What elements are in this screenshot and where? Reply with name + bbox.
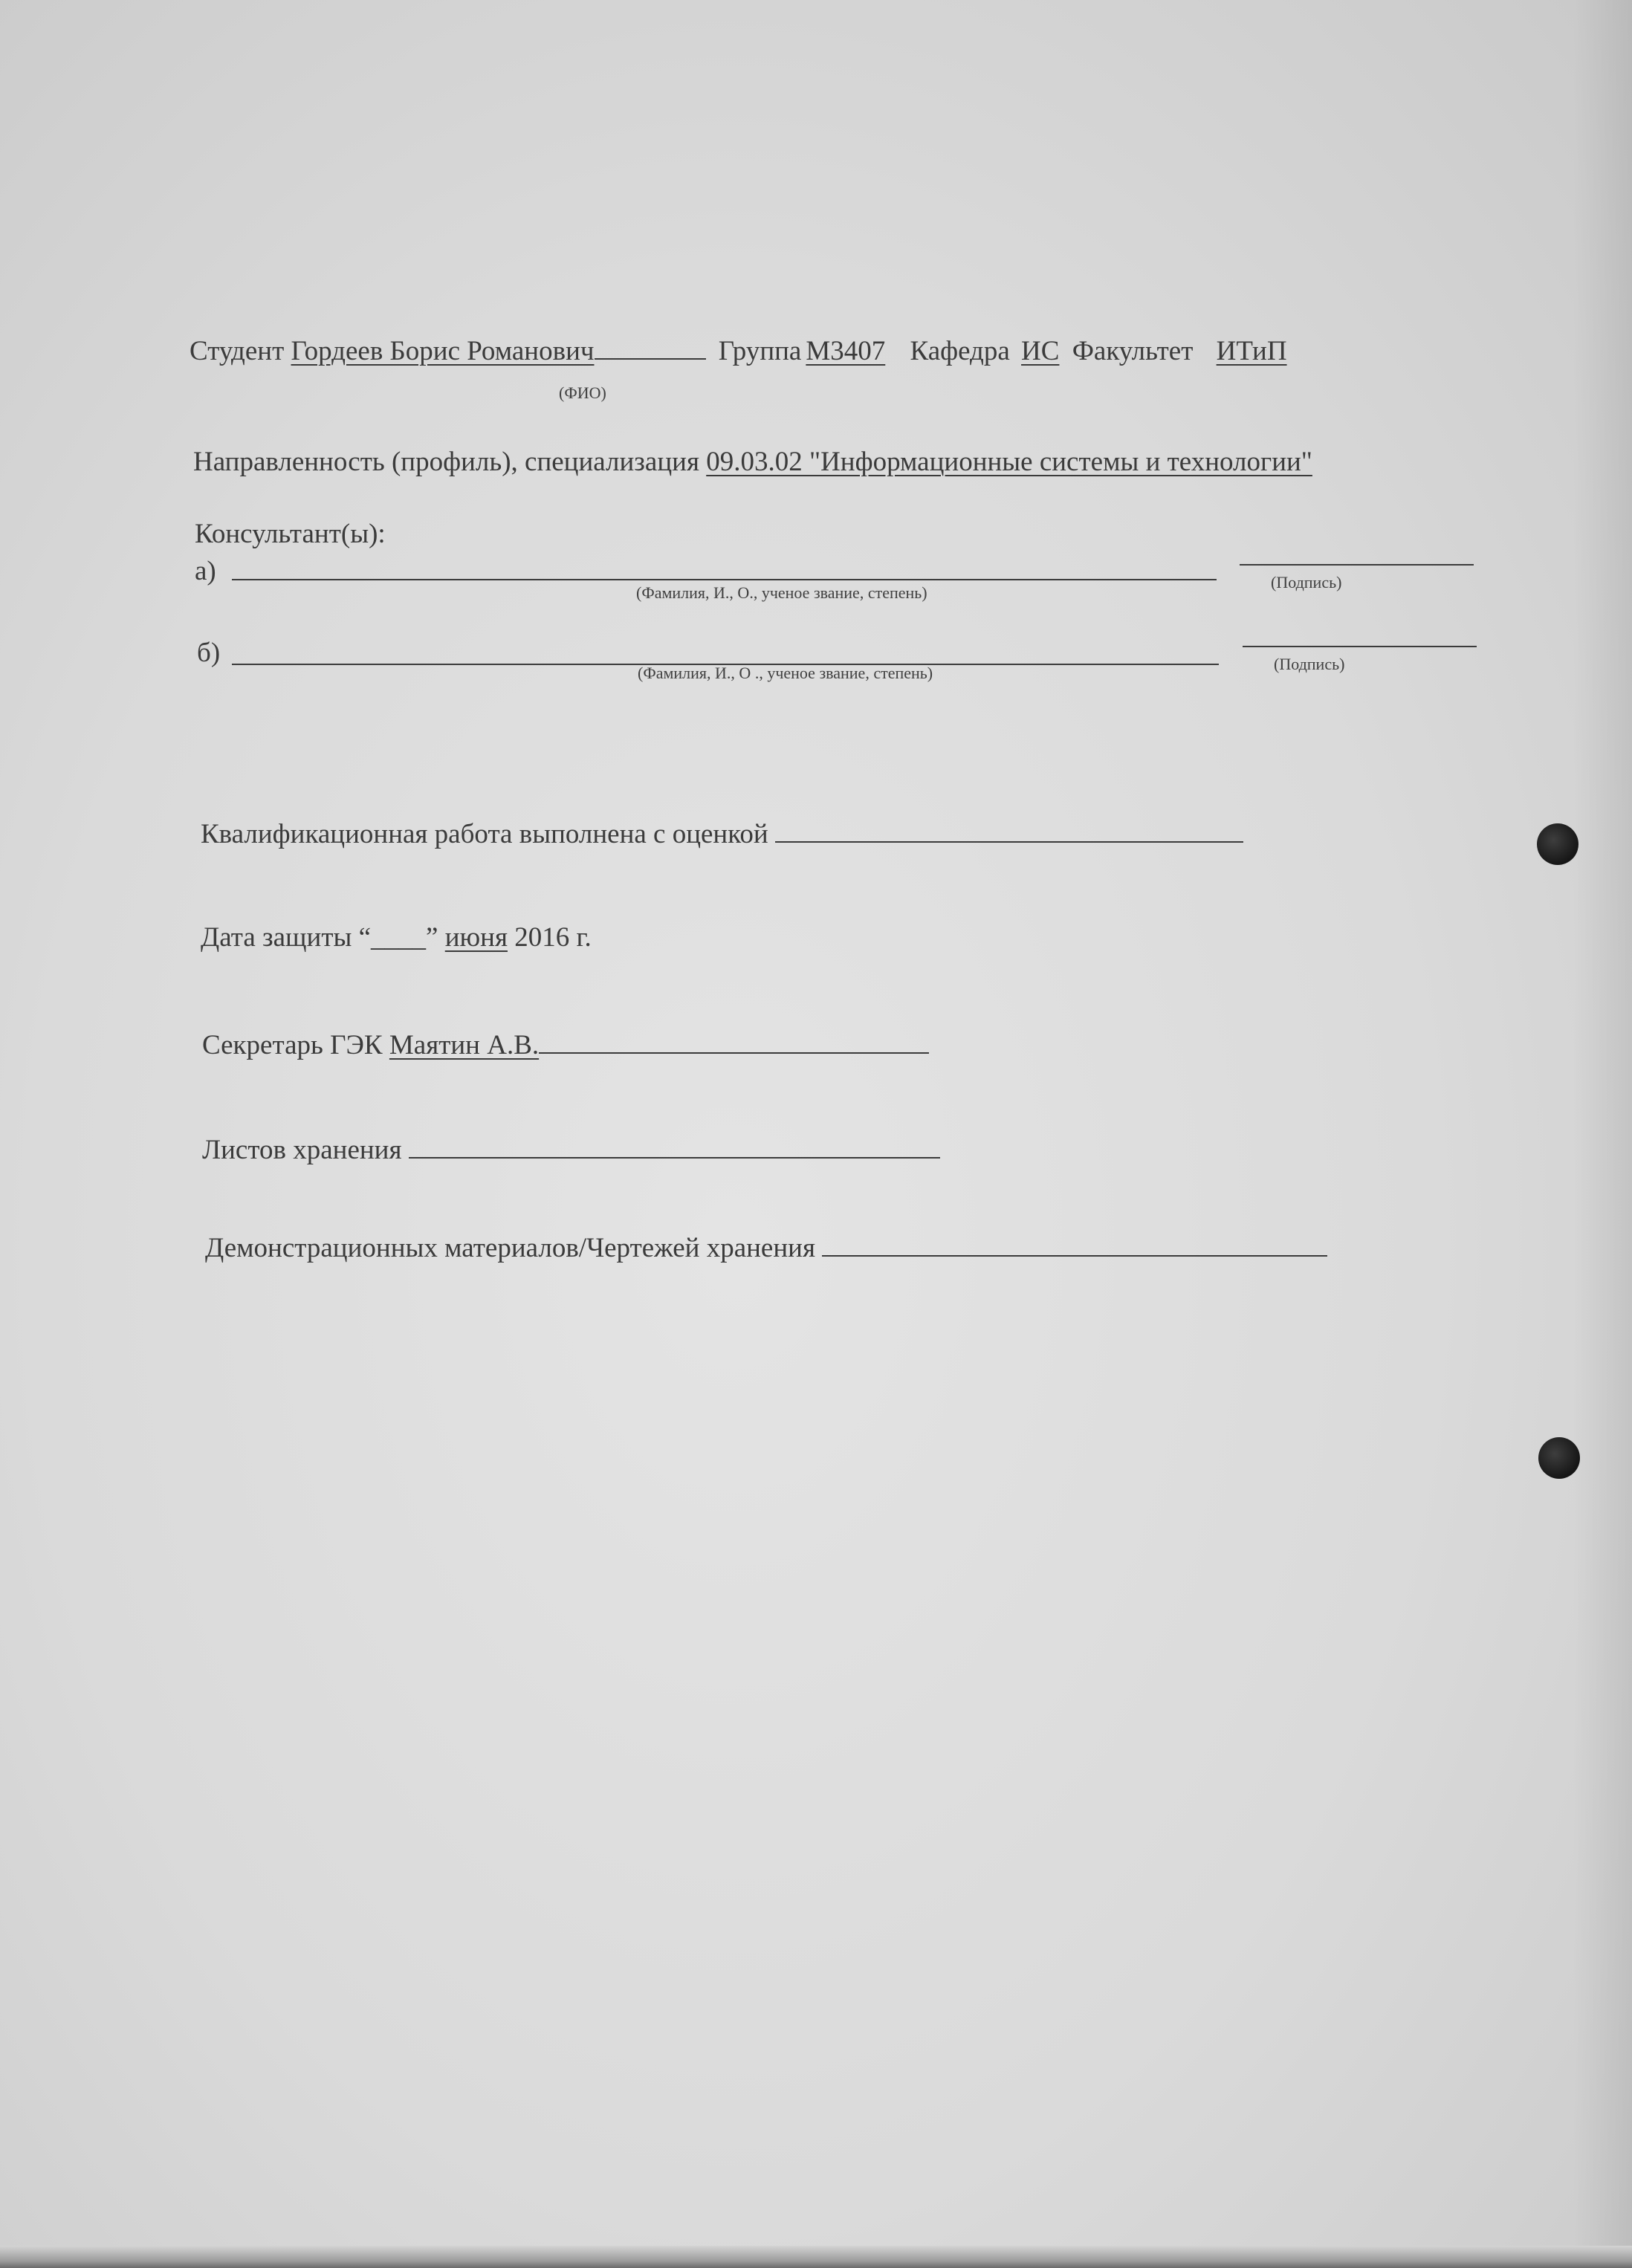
defense-date-month: июня <box>444 922 508 953</box>
fio-caption: (ФИО) <box>559 383 606 402</box>
consultant-a-name-line <box>232 579 1217 580</box>
grade-label: Квалификационная работа выполнена с оценкой <box>201 819 768 849</box>
defense-date-open-quote: “ <box>358 922 372 953</box>
consultant-a-signature-line <box>1240 564 1474 566</box>
grade-line <box>201 816 1243 851</box>
consultant-b-signature-line <box>1243 646 1477 647</box>
secretary-name: Маятин А.В. <box>389 1030 540 1060</box>
defense-date-label: Дата защиты <box>201 922 352 953</box>
secretary-blank <box>539 1027 929 1054</box>
storage-sheets-blank <box>409 1132 940 1159</box>
consultant-b-marker: б) <box>197 638 221 668</box>
group-value: М3407 <box>806 336 886 366</box>
consultant-b-signature-caption: (Подпись) <box>1274 655 1345 673</box>
consultant-a-signature-caption: (Подпись) <box>1271 573 1342 592</box>
profile-label: Направленность (профиль), специализация <box>193 447 699 477</box>
storage-materials-line <box>205 1230 1327 1265</box>
profile-line <box>193 446 1312 479</box>
faculty-value: ИТиП <box>1216 336 1287 366</box>
student-name: Гордеев Борис Романович <box>291 336 595 366</box>
storage-sheets-line <box>202 1132 940 1167</box>
profile-value: 09.03.02 "Информационные системы и технологии" <box>706 447 1312 477</box>
secretary-line <box>202 1027 929 1062</box>
group-label: Группа <box>718 336 802 366</box>
defense-date-line <box>201 921 592 954</box>
page-shadow-right <box>1573 0 1632 2268</box>
defense-date-day-blank: ____ <box>371 922 427 953</box>
consultant-b-name-caption: (Фамилия, И., О ., ученое звание, степень) <box>638 664 933 682</box>
department-label: Кафедра <box>910 336 1010 366</box>
consultants-label: Консультант(ы): <box>195 519 386 549</box>
student-label: Студент <box>190 336 285 366</box>
faculty-label: Факультет <box>1072 336 1194 366</box>
storage-materials-blank <box>822 1230 1327 1257</box>
consultant-a-marker: а) <box>195 556 216 586</box>
department-value: ИС <box>1021 336 1060 366</box>
defense-date-year: 2016 г. <box>514 922 592 953</box>
storage-materials-label: Демонстрационных материалов/Чертежей хранения <box>205 1233 815 1263</box>
student-name-blank <box>595 333 706 360</box>
storage-sheets-label: Листов хранения <box>202 1135 402 1165</box>
secretary-label: Секретарь ГЭК <box>202 1030 383 1060</box>
consultant-a-name-caption: (Фамилия, И., О., ученое звание, степень) <box>636 583 927 602</box>
grade-blank <box>775 816 1243 843</box>
page-shadow-bottom <box>0 2246 1632 2268</box>
student-line <box>190 333 1287 368</box>
defense-date-close-quote: ” <box>426 922 438 953</box>
